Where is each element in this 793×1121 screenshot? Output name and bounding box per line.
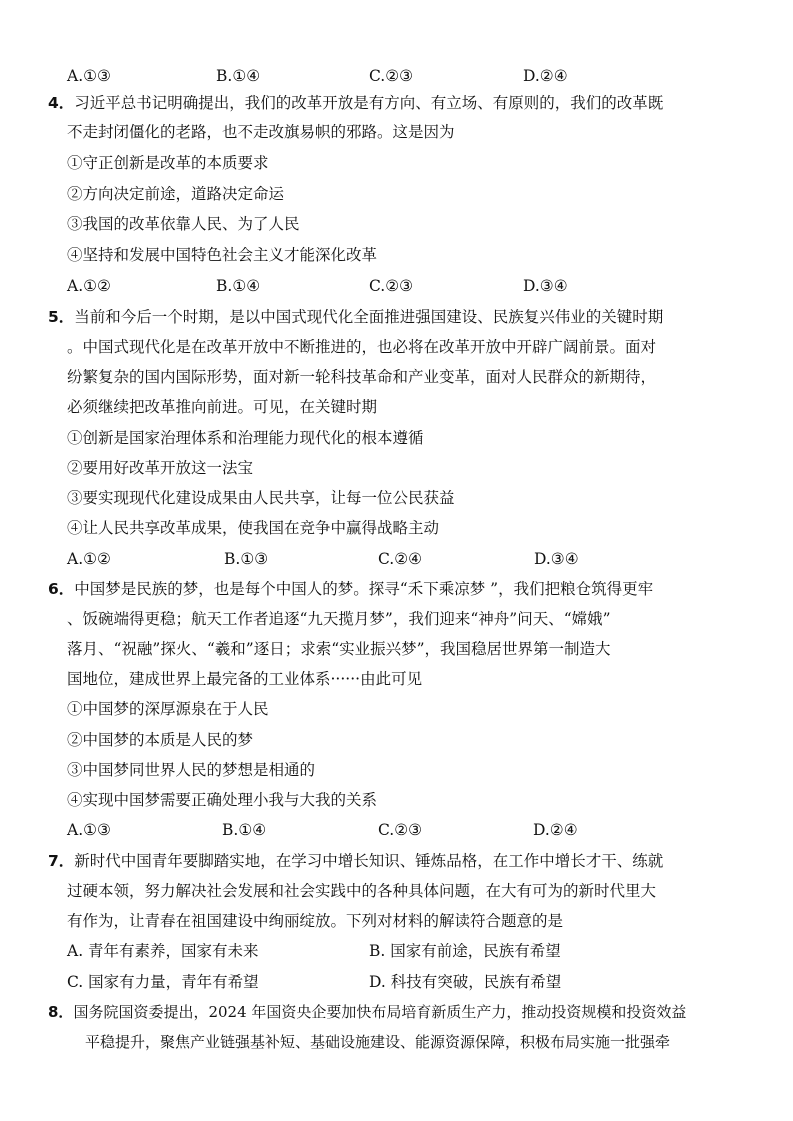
q7-stem-line-1: 7．新时代中国青年要脚踏实地，在学习中增长知识、锤炼品格，在工作中增长才干、练就 — [48, 852, 664, 870]
q6-statement-1: ①中国梦的深厚源泉在于人民 — [67, 700, 269, 718]
q4-option-a[interactable]: A.①② — [67, 277, 111, 295]
q3-option-a[interactable]: A.①③ — [67, 67, 111, 85]
q3-option-b[interactable]: B.①④ — [216, 67, 261, 85]
q7-stem-line-2: 过硬本领，努力解决社会发展和社会实践中的各种具体问题，在大有可为的新时代里大 — [67, 882, 657, 900]
q7-option-a[interactable]: A. 青年有素养，国家有未来 — [67, 942, 259, 960]
q5-statement-4: ④让人民共享改革成果，使我国在竞争中赢得战略主动 — [67, 519, 440, 537]
q4-statement-2: ②方向决定前途，道路决定命运 — [67, 185, 285, 203]
q5-stem-line-3: 纷繁复杂的国内国际形势，面对新一轮科技革命和产业变革，面对人民群众的新期待， — [67, 368, 657, 386]
q4-option-c[interactable]: C.②③ — [369, 277, 414, 295]
q7-option-b[interactable]: B. 国家有前途，民族有希望 — [369, 942, 561, 960]
q5-statement-3: ③要实现现代化建设成果由人民共享，让每一位公民获益 — [67, 489, 455, 507]
q4-option-d[interactable]: D.③④ — [523, 277, 568, 295]
q4-statement-4: ④坚持和发展中国特色社会主义才能深化改革 — [67, 246, 378, 264]
q7-option-c[interactable]: C. 国家有力量，青年有希望 — [67, 973, 259, 991]
q6-stem-line-2: 、饭碗端得更稳；航天工作者追逐“九天揽月梦”，我们迎来“神舟”问天、“嫦娥” — [67, 610, 611, 628]
q6-stem-line-4: 国地位，建成世界上最完备的工业体系······由此可见 — [67, 670, 423, 688]
q5-statement-1: ①创新是国家治理体系和治理能力现代化的根本遵循 — [67, 429, 424, 447]
q7-stem-line-3: 有作为，让青春在祖国建设中绚丽绽放。下列对材料的解读符合题意的是 — [67, 912, 564, 930]
q4-statement-1: ①守正创新是改革的本质要求 — [67, 154, 269, 172]
q6-number: 6． — [48, 580, 75, 598]
q5-statement-2: ②要用好改革开放这一法宝 — [67, 459, 254, 477]
q5-option-c[interactable]: C.②④ — [378, 550, 423, 568]
q5-option-b[interactable]: B.①③ — [224, 550, 269, 568]
q5-option-a[interactable]: A.①② — [67, 550, 111, 568]
q7-number: 7． — [48, 852, 75, 870]
q4-option-b[interactable]: B.①④ — [216, 277, 261, 295]
q3-option-d[interactable]: D.②④ — [523, 67, 568, 85]
q5-number: 5． — [48, 308, 75, 326]
q6-statement-3: ③中国梦同世界人民的梦想是相通的 — [67, 761, 316, 779]
q3-option-c[interactable]: C.②③ — [369, 67, 414, 85]
q4-number: 4． — [48, 94, 75, 112]
q8-number: 8． — [48, 1003, 74, 1021]
q6-option-b[interactable]: B.①④ — [222, 821, 267, 839]
q6-option-c[interactable]: C.②③ — [378, 821, 423, 839]
q5-stem-line-1: 5．当前和今后一个时期，是以中国式现代化全面推进强国建设、民族复兴伟业的关键时期 — [48, 308, 664, 326]
q6-statement-4: ④实现中国梦需要正确处理小我与大我的关系 — [67, 791, 378, 809]
q5-option-d[interactable]: D.③④ — [534, 550, 579, 568]
q5-stem-line-4: 必须继续把改革推向前进。可见，在关键时期 — [67, 398, 378, 416]
q6-option-a[interactable]: A.①③ — [67, 821, 111, 839]
q6-stem-line-3: 落月、“祝融”探火、“羲和”逐日；求索“实业振兴梦”，我国稳居世界第一制造大 — [67, 640, 611, 658]
q7-option-d[interactable]: D. 科技有突破，民族有希望 — [369, 973, 562, 991]
q6-option-d[interactable]: D.②④ — [533, 821, 578, 839]
q6-stem-line-1: 6．中国梦是民族的梦，也是每个中国人的梦。探寻“禾下乘凉梦 ”，我们把粮仓筑得更牢 — [48, 580, 654, 598]
q4-stem-line-1: 4．习近平总书记明确提出，我们的改革开放是有方向、有立场、有原则的，我们的改革既 — [48, 94, 664, 112]
q8-stem-line-1: 8．国务院国资委提出，2024 年国资央企要加快布局培育新质生产力，推动投资规模和投资效益 — [48, 1003, 687, 1021]
q8-stem-line-2: 平稳提升，聚焦产业链强基补短、基础设施建设、能源资源保障，积极布局实施一批强牵 — [85, 1033, 671, 1051]
q6-statement-2: ②中国梦的本质是人民的梦 — [67, 731, 254, 749]
q4-statement-3: ③我国的改革依靠人民、为了人民 — [67, 215, 300, 233]
q5-stem-line-2: 。中国式现代化是在改革开放中不断推进的，也必将在改革开放中开辟广阔前景。面对 — [67, 338, 657, 356]
q4-stem-line-2: 不走封闭僵化的老路，也不走改旗易帜的邪路。这是因为 — [67, 123, 455, 141]
